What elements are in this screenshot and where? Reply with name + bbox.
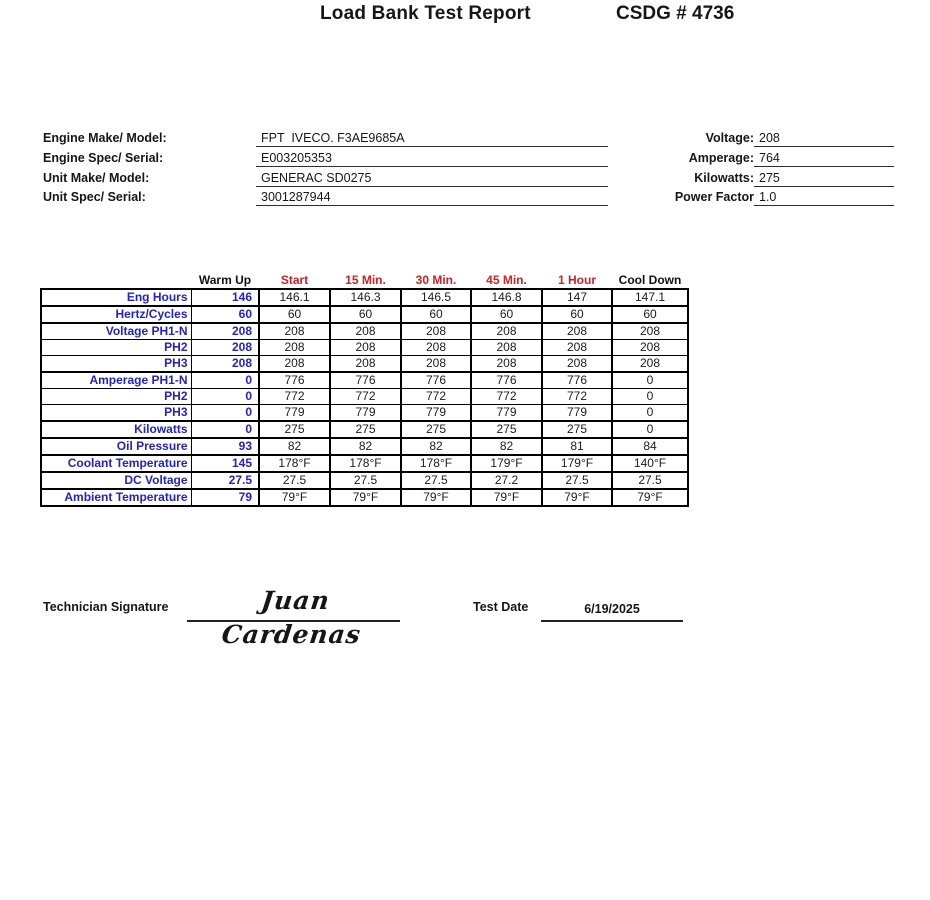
engine-spec-serial-label: Engine Spec/ Serial: bbox=[43, 150, 164, 165]
unit-number: CSDG # 4736 bbox=[616, 3, 735, 24]
warm-up-value: 0 bbox=[191, 421, 259, 438]
test-date-line bbox=[541, 600, 683, 622]
table-row bbox=[41, 372, 688, 389]
reading-value: 82 bbox=[471, 438, 542, 455]
row-label: Amperage PH1-N bbox=[41, 372, 191, 389]
test-readings-table bbox=[40, 272, 689, 507]
reading-value: 208 bbox=[612, 323, 688, 340]
reading-value: 60 bbox=[471, 306, 542, 323]
reading-value: 208 bbox=[542, 340, 612, 356]
reading-value: 27.5 bbox=[259, 472, 330, 489]
reading-value: 84 bbox=[612, 438, 688, 455]
reading-value: 60 bbox=[612, 306, 688, 323]
reading-value: 208 bbox=[471, 340, 542, 356]
reading-value: 208 bbox=[259, 323, 330, 340]
row-label: Oil Pressure bbox=[41, 438, 191, 455]
table-row bbox=[41, 356, 688, 373]
reading-value: 146.1 bbox=[259, 289, 330, 306]
reading-value: 208 bbox=[612, 356, 688, 373]
unit-make-model-label: Unit Make/ Model: bbox=[43, 170, 150, 185]
row-label: PH3 bbox=[41, 405, 191, 422]
technician-signature: Juan Cardenas bbox=[220, 586, 363, 649]
row-label: Voltage PH1-N bbox=[41, 323, 191, 340]
reading-value: 776 bbox=[259, 372, 330, 389]
row-label: PH2 bbox=[41, 389, 191, 405]
reading-value: 27.5 bbox=[612, 472, 688, 489]
reading-value: 178°F bbox=[401, 455, 471, 472]
reading-value: 776 bbox=[401, 372, 471, 389]
reading-value: 208 bbox=[471, 323, 542, 340]
engine-spec-serial-row bbox=[43, 151, 608, 171]
reading-value: 208 bbox=[330, 323, 401, 340]
table-row bbox=[41, 438, 688, 455]
reading-value: 208 bbox=[401, 356, 471, 373]
table-row bbox=[41, 289, 688, 306]
table-row bbox=[41, 340, 688, 356]
row-label: Kilowatts bbox=[41, 421, 191, 438]
unit-spec-serial-label: Unit Spec/ Serial: bbox=[43, 190, 146, 205]
unit-make-model-row bbox=[43, 171, 608, 191]
table-row bbox=[41, 323, 688, 340]
reading-value: 60 bbox=[259, 306, 330, 323]
reading-value: 208 bbox=[542, 323, 612, 340]
reading-value: 776 bbox=[471, 372, 542, 389]
reading-value: 208 bbox=[259, 340, 330, 356]
signature-line bbox=[187, 584, 400, 649]
reading-value: 179°F bbox=[542, 455, 612, 472]
warm-up-value: 93 bbox=[191, 438, 259, 455]
unit-spec-serial-row bbox=[43, 190, 608, 210]
voltage-label: Voltage: bbox=[705, 131, 754, 145]
engine-unit-info-block bbox=[43, 131, 608, 210]
row-label: Eng Hours bbox=[41, 289, 191, 306]
reading-value: 27.5 bbox=[330, 472, 401, 489]
column-header-blank bbox=[41, 272, 191, 289]
reading-value: 208 bbox=[542, 356, 612, 373]
kilowatts-row bbox=[660, 171, 894, 191]
power-factor-value: 1.0 bbox=[754, 190, 894, 206]
reading-value: 79°F bbox=[401, 489, 471, 506]
engine-spec-serial-value: E003205353 bbox=[256, 151, 608, 167]
table-header bbox=[41, 272, 688, 289]
reading-value: 208 bbox=[330, 356, 401, 373]
reading-value: 79°F bbox=[612, 489, 688, 506]
power-factor-label: Power Factor bbox=[674, 190, 754, 205]
reading-value: 146.8 bbox=[471, 289, 542, 306]
reading-value: 60 bbox=[542, 306, 612, 323]
reading-value: 776 bbox=[330, 372, 401, 389]
voltage-value: 208 bbox=[754, 131, 894, 147]
column-header-cool-down: Cool Down bbox=[618, 272, 682, 287]
warm-up-value: 0 bbox=[191, 389, 259, 405]
row-label: Coolant Temperature bbox=[41, 455, 191, 472]
reading-value: 82 bbox=[330, 438, 401, 455]
test-table-rows bbox=[41, 289, 688, 506]
reading-value: 79°F bbox=[471, 489, 542, 506]
reading-value: 178°F bbox=[259, 455, 330, 472]
table-row bbox=[41, 489, 688, 506]
reading-value: 779 bbox=[471, 405, 542, 422]
warm-up-value: 0 bbox=[191, 372, 259, 389]
reading-value: 82 bbox=[401, 438, 471, 455]
reading-value: 772 bbox=[259, 389, 330, 405]
reading-value: 27.5 bbox=[542, 472, 612, 489]
warm-up-value: 79 bbox=[191, 489, 259, 506]
reading-value: 779 bbox=[330, 405, 401, 422]
test-date-value: 6/19/2025 bbox=[584, 602, 640, 616]
table-row bbox=[41, 405, 688, 422]
amperage-label: Amperage: bbox=[688, 150, 754, 165]
kilowatts-label: Kilowatts: bbox=[694, 170, 754, 185]
unit-spec-serial-value: 3001287944 bbox=[256, 190, 608, 206]
warm-up-value: 208 bbox=[191, 340, 259, 356]
row-label: PH3 bbox=[41, 356, 191, 373]
unit-make-model-value: GENERAC SD0275 bbox=[256, 171, 608, 187]
reading-value: 27.5 bbox=[401, 472, 471, 489]
reading-value: 772 bbox=[471, 389, 542, 405]
amperage-row bbox=[660, 151, 894, 171]
table-header-row bbox=[41, 272, 688, 289]
reading-value: 82 bbox=[259, 438, 330, 455]
column-header-1-hour: 1 Hour bbox=[557, 272, 596, 287]
reading-value: 208 bbox=[612, 340, 688, 356]
reading-value: 0 bbox=[612, 421, 688, 438]
reading-value: 79°F bbox=[542, 489, 612, 506]
row-label: PH2 bbox=[41, 340, 191, 356]
reading-value: 779 bbox=[259, 405, 330, 422]
reading-value: 27.2 bbox=[471, 472, 542, 489]
reading-value: 147 bbox=[542, 289, 612, 306]
reading-value: 79°F bbox=[259, 489, 330, 506]
reading-value: 178°F bbox=[330, 455, 401, 472]
reading-value: 146.5 bbox=[401, 289, 471, 306]
reading-value: 275 bbox=[542, 421, 612, 438]
warm-up-value: 0 bbox=[191, 405, 259, 422]
reading-value: 0 bbox=[612, 372, 688, 389]
reading-value: 208 bbox=[401, 340, 471, 356]
power-factor-row bbox=[660, 190, 894, 210]
table-row bbox=[41, 306, 688, 323]
test-date-label: Test Date bbox=[473, 600, 529, 614]
reading-value: 79°F bbox=[330, 489, 401, 506]
reading-value: 275 bbox=[401, 421, 471, 438]
engine-make-model-value: FPT IVECO. F3AE9685A bbox=[256, 131, 608, 147]
reading-value: 140°F bbox=[612, 455, 688, 472]
reading-value: 179°F bbox=[471, 455, 542, 472]
amperage-value: 764 bbox=[754, 151, 894, 167]
row-label: DC Voltage bbox=[41, 472, 191, 489]
warm-up-value: 208 bbox=[191, 323, 259, 340]
reading-value: 0 bbox=[612, 405, 688, 422]
voltage-row bbox=[660, 131, 894, 151]
technician-signature-label: Technician Signature bbox=[43, 600, 169, 614]
column-header-warm-up: Warm Up bbox=[198, 272, 252, 287]
reading-value: 147.1 bbox=[612, 289, 688, 306]
warm-up-value: 145 bbox=[191, 455, 259, 472]
reading-value: 779 bbox=[401, 405, 471, 422]
engine-make-model-row bbox=[43, 131, 608, 151]
reading-value: 776 bbox=[542, 372, 612, 389]
reading-value: 275 bbox=[259, 421, 330, 438]
reading-value: 60 bbox=[330, 306, 401, 323]
electrical-ratings-block bbox=[660, 131, 894, 210]
table-row bbox=[41, 455, 688, 472]
table-row bbox=[41, 389, 688, 405]
reading-value: 208 bbox=[471, 356, 542, 373]
reading-value: 275 bbox=[471, 421, 542, 438]
reading-value: 208 bbox=[401, 323, 471, 340]
page-title: Load Bank Test Report bbox=[320, 3, 531, 24]
column-header-30-min: 30 Min. bbox=[415, 272, 457, 287]
reading-value: 779 bbox=[542, 405, 612, 422]
kilowatts-value: 275 bbox=[754, 171, 894, 187]
reading-value: 146.3 bbox=[330, 289, 401, 306]
reading-value: 0 bbox=[612, 389, 688, 405]
reading-value: 60 bbox=[401, 306, 471, 323]
reading-value: 208 bbox=[330, 340, 401, 356]
column-header-45-min: 45 Min. bbox=[486, 272, 527, 287]
table-row bbox=[41, 421, 688, 438]
reading-value: 275 bbox=[330, 421, 401, 438]
reading-value: 208 bbox=[259, 356, 330, 373]
warm-up-value: 208 bbox=[191, 356, 259, 373]
reading-value: 772 bbox=[330, 389, 401, 405]
reading-value: 772 bbox=[542, 389, 612, 405]
reading-value: 81 bbox=[542, 438, 612, 455]
warm-up-value: 60 bbox=[191, 306, 259, 323]
column-header-15-min: 15 Min. bbox=[345, 272, 386, 287]
column-header-start: Start bbox=[280, 272, 309, 287]
row-label: Hertz/Cycles bbox=[41, 306, 191, 323]
engine-make-model-label: Engine Make/ Model: bbox=[43, 131, 167, 145]
table-row bbox=[41, 472, 688, 489]
warm-up-value: 146 bbox=[191, 289, 259, 306]
row-label: Ambient Temperature bbox=[41, 489, 191, 506]
warm-up-value: 27.5 bbox=[191, 472, 259, 489]
reading-value: 772 bbox=[401, 389, 471, 405]
